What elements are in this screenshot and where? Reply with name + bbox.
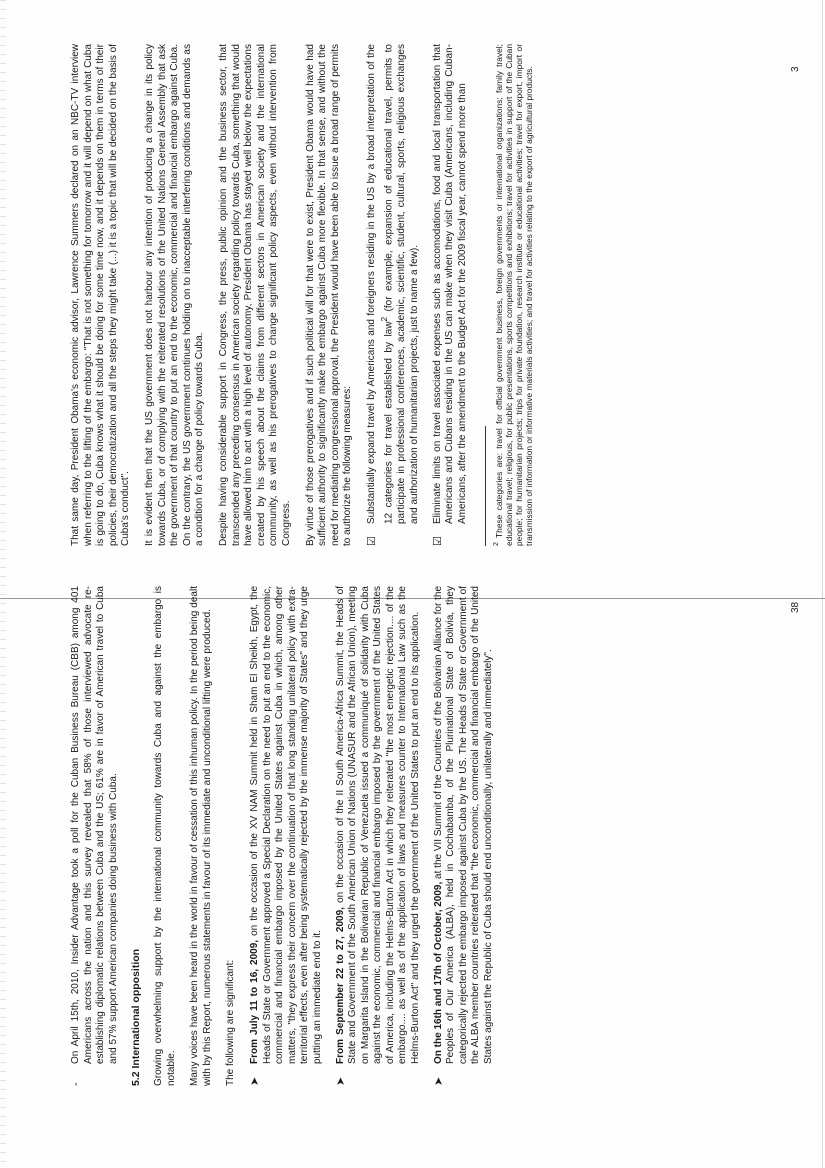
paragraph: That same day, President Obama's economic advisor, Lawrence Summers declared on an NBC-TV interview when referring to the lifting of the embargo: "That is not something for tomorrow and it will depend on what Cuba is going to do, Cuba knows what it should be doing for some time now, and it depends on them in terms of their policies, their democratization and all the steps they might take (...) it is a topic that will be decided on the basis of Cuba's conduct". <box>70 44 132 546</box>
list-item <box>433 586 496 1086</box>
paragraph: The following are significant: <box>225 959 237 1086</box>
check-item <box>432 44 470 546</box>
footnote-separator <box>485 426 486 546</box>
paragraph: By virtue of those prerogatives and if such political will for that were to exist, President Obama would have had sufficient authority to significantly make the embargo against Cuba more flexible. In that sense, and without the need for mediating congressional approval, the President would have been able to issue a broad range of permits to authorize the following measures: <box>304 44 354 546</box>
list-item-lead: On the 16th and 17th of October, 2009, <box>432 881 444 1064</box>
arrow-bullet-icon: ➤ <box>432 1076 445 1086</box>
page-number-left: 38 <box>790 601 801 613</box>
check-item <box>366 44 422 546</box>
check-item-text: Eliminate limits on travel associated expenses such as accomodations, food and local transportation that Americans and Cubans residing in the US can make when they visit Cuba (Americans, including Cuban-Americans, after the amendment to the Budget Act for the 2009 fiscal year, cannot spend more than <box>431 44 468 524</box>
arrow-bullet-icon: ➤ <box>334 1076 347 1086</box>
checkbox-icon: ☑ <box>431 536 444 546</box>
page-number-right: 3 <box>790 66 801 72</box>
list-item-lead: From September 22 to 27, 2009, <box>334 907 346 1064</box>
checkbox-icon: ☑ <box>365 536 378 546</box>
section-heading: 5.2 International opposition <box>130 948 143 1086</box>
footnote-ref: 2 <box>379 316 390 322</box>
intro-item <box>70 586 120 1086</box>
arrow-bullet-icon: ➤ <box>248 1076 261 1086</box>
list-item <box>335 586 423 1086</box>
dash-bullet: - <box>70 1082 82 1086</box>
list-item-text: on the occasion of the II South America-Africa Summit, the Heads of State and Government of the South American Union of Nations (UNASUR and the African Union), meeting on Margarita Island in the Bolivarian Republic of Venezuela issued a communiqué of solidarity with Cuba against the economic, commercial and financial embargo imposed by the government of the United States of America, including the Helms-Burton Act in which they reiterated "the most energetic rejection.... of the embargo.... as well as of the application of laws and measures counter to International Law such as the Helms-Burton Act" and they urged the government of the United States to put an end to its application. <box>334 586 422 1064</box>
check-item-text: Substantially expand travel by Americans and foreigners residing in the US by a broad interpretation of the 12 categories for travel established by law <box>365 44 395 524</box>
list-item <box>249 586 325 1086</box>
list-item-text: on the occasion of the XV NAM Summit held in Sham El Sheikh, Egypt, the Heads of State or Government approved a Special Declaration on the need to put an end to the economic, commercial and financial embargo imposed by the United States against Cuba in which, among other matters, "they express their concern over the continuation of that long standing unilateral policy with extra-territorial effects, even after being systematically rejected by the immense majority of States" and they urge putting an immediate end to it. <box>248 585 323 1064</box>
paragraph: Many voices have been heard in the world in favour of cessation of this inhuman policy. In the period being dealt with by this Report, numerous statements in favour of its immediate and unconditional lifting were produced. <box>189 586 213 1086</box>
footnote-number: 2 <box>493 542 501 546</box>
footnote-text: These categories are: travel for official government business, foreign governments or international organizations; family travel; educational travel; religious, for public presentations, sports competitions and exhibitions; travel for activities in support of the Cuban people; for humanitarian projects; trips for private foundation, research institute or educational activities; travel for export, import or transmission of information or informative materials activities; and travel for activities relating to the export of agricultural products. <box>494 44 535 546</box>
paragraph: It is evident then that the US government does not harbour any intention of producing a change in its policy towards Cuba, or of complying with the reiterated resolutions of the United Nations General Assembly that ask the government of that country to put an end to the economic, commercial and financial embargo against Cuba. On the contrary, the US government continues holding on to inacceptable interfering conditions and demands as a condition for a change of policy towards Cuba. <box>143 44 206 546</box>
left-page <box>70 586 506 1086</box>
intro-paragraph: On April 15th, 2010, Insider Advantage took a poll for the Cuban Business Bureau (CBB) among 401 Americans across the nation and this survey revealed that 58% of those interviewed advocate re-establishing diplomatic relations between Cuba and the US; 61% are in favor of American travel to Cuba and 57% support American companies doing business with Cuba. <box>70 586 119 1064</box>
list-item-text: at the VII Summit of the Countries of the Bolivarian Alliance for the Peoples of Our America (ALBA), held in Cochabamba, of the Plurinational State of Bolivia, they categorically rejected the embargo imposed against Cuba by the US. The Heads of State or Government of the ALBA member countries reiterated that "the economic, commercial and financial embargo of the United States against the Republic of Cuba should end unconditionally, unilaterally and immediately". <box>432 586 495 1064</box>
footnote <box>492 44 534 546</box>
list-item-lead: From July 11 to 16, 2009, <box>248 939 260 1064</box>
paragraph: Growing overwhelming support by the international community towards Cuba and against the embargo is notable. <box>152 586 177 1086</box>
right-page <box>70 44 534 546</box>
paragraph: Despite having considerable support in Congress, the press, public opinion and the business sector, that transcended any preceding consensus in American society regarding policy towards Cuba, something that would have allowed him to act with a high level of autonomy, President Obama has stayed well below the expectations created by his speech about the claims from different sectors in American society and the international community, as well as his prerogatives to change significant policy aspects, even without intervention from Congress. <box>217 44 292 546</box>
check-item-text-cont: (for example, expansion of educational travel, permits to participate in professional conferences, academic, scientific, student, cultural, sports, religious exchanges and authorization of humanitarian projects, just to name a few). <box>383 44 420 524</box>
